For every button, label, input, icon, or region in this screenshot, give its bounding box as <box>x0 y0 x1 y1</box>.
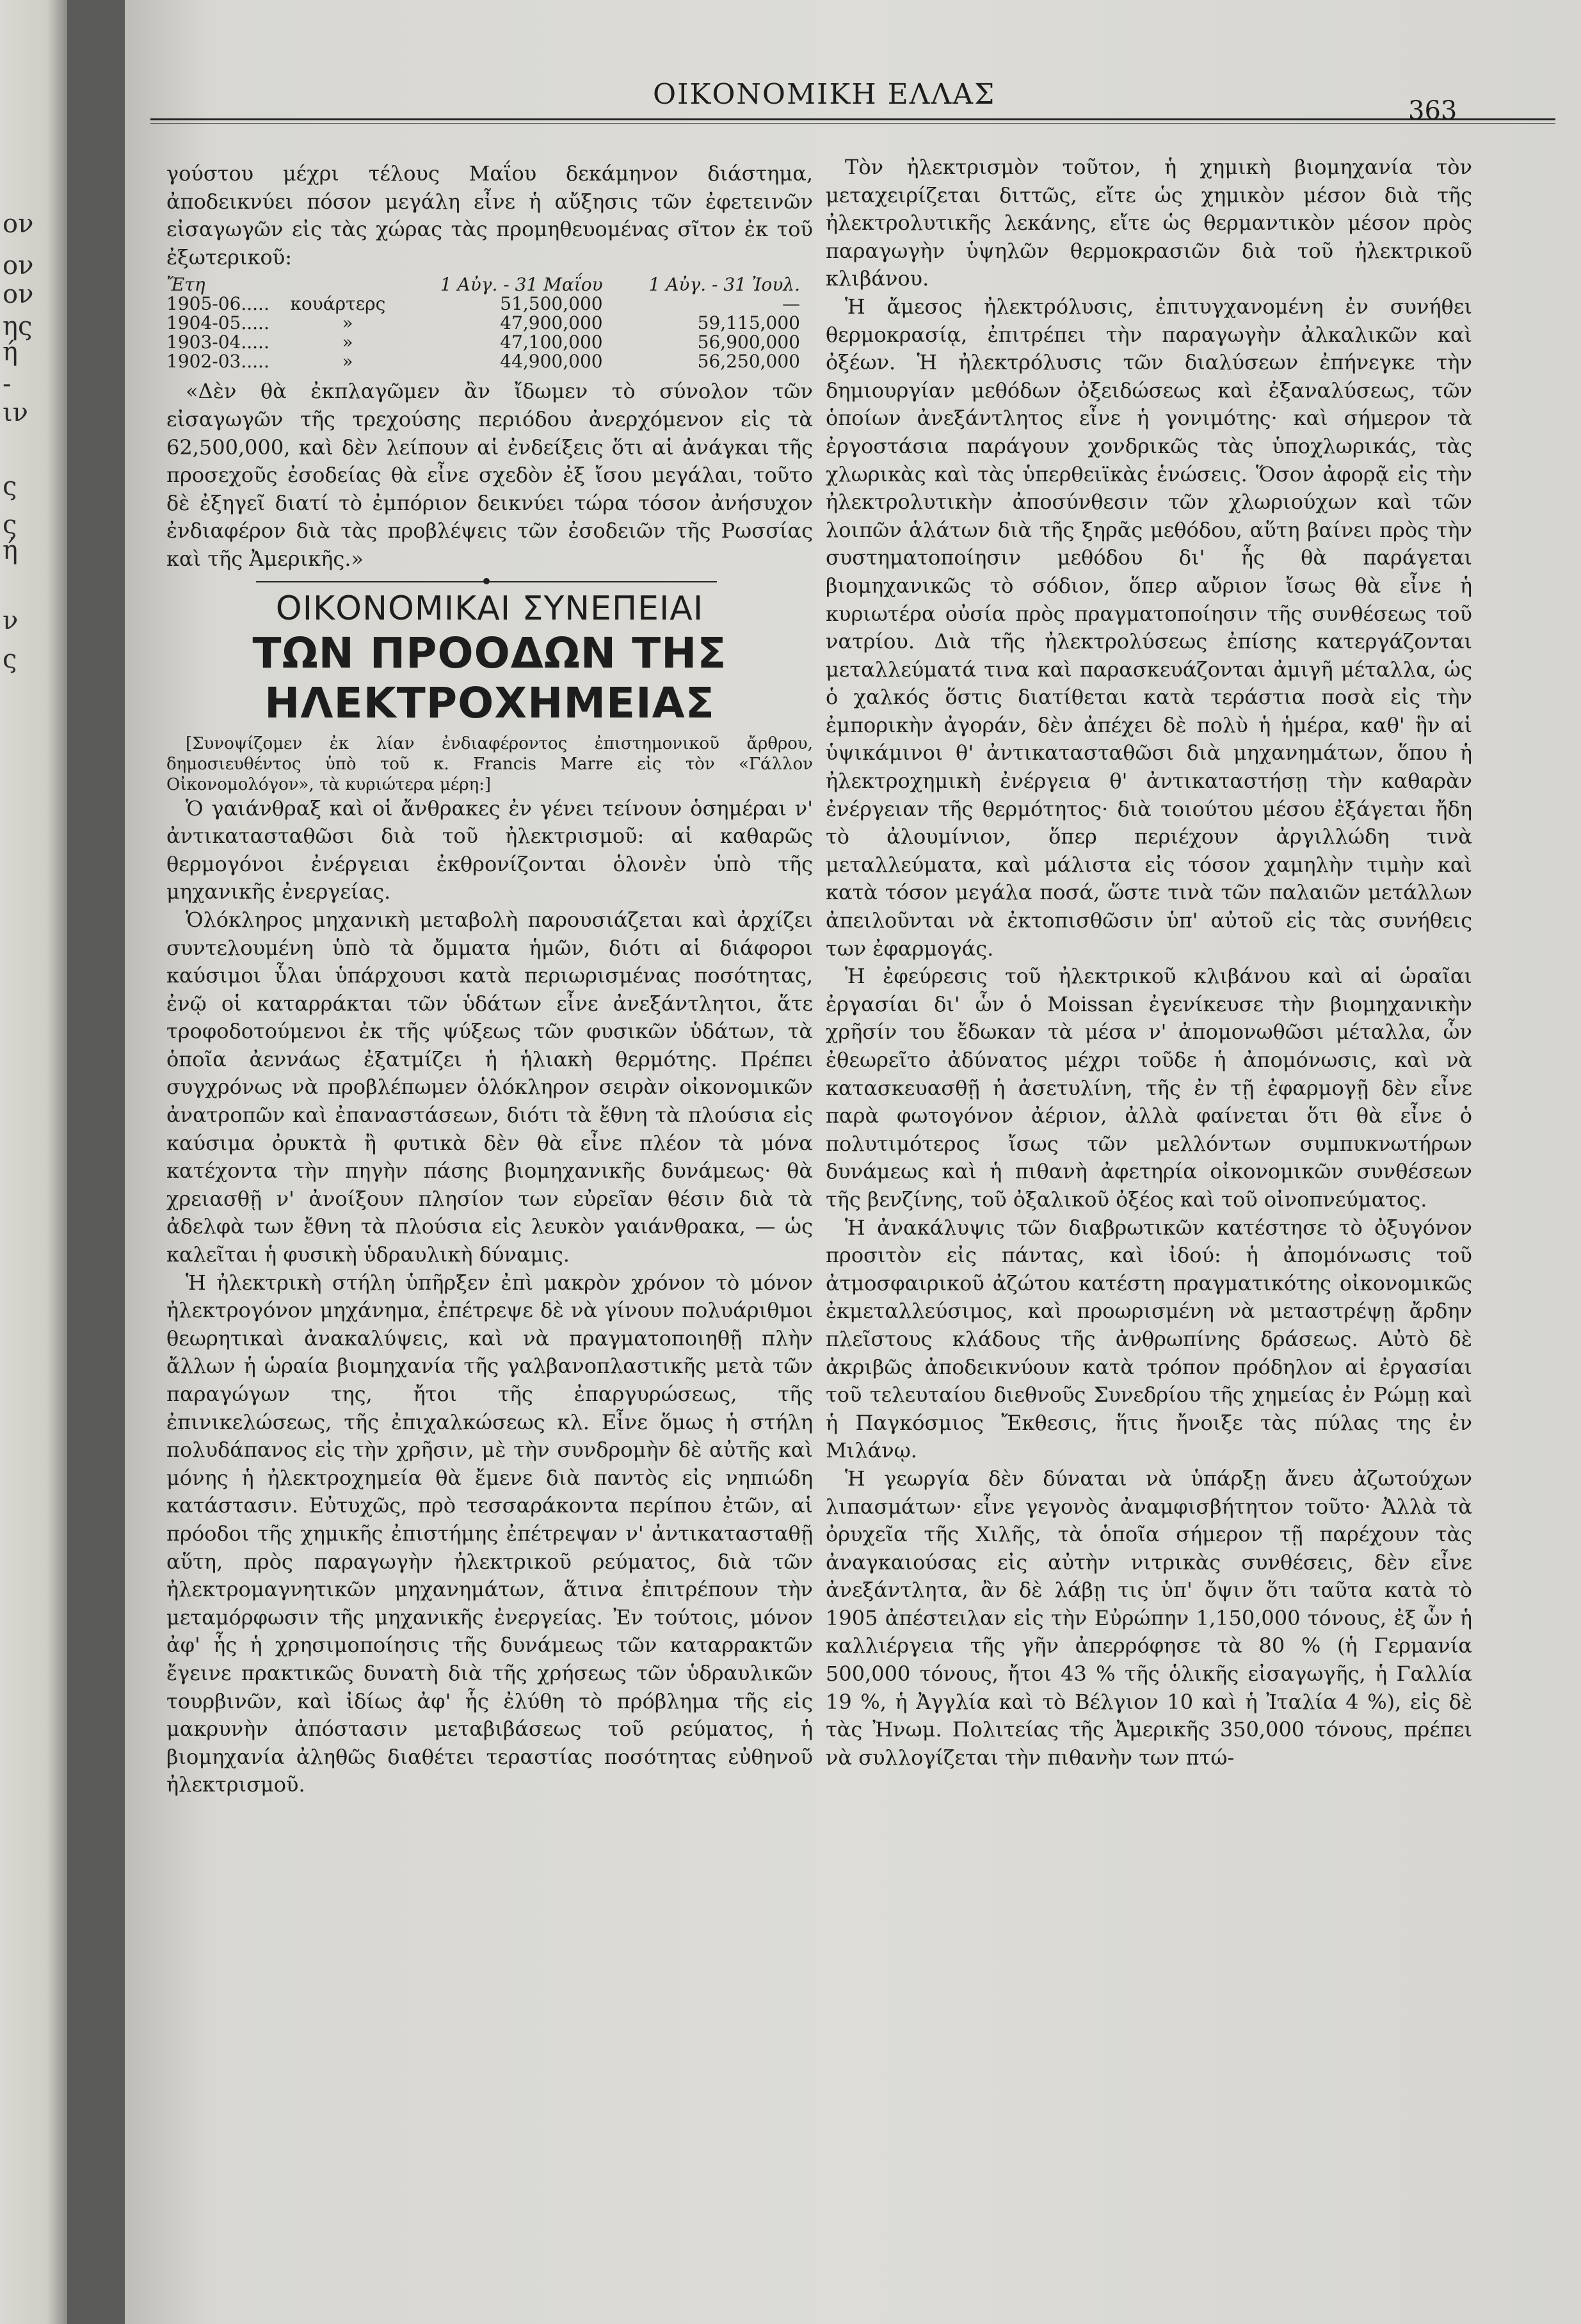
table-cell-year: 1904-05..... <box>166 312 269 334</box>
divider-ornament <box>483 578 490 584</box>
body-paragraph: Ἡ ἀνακάλυψις τῶν διαβρωτικῶν κατέστησε τὸ ὀξυγόνον προσιτὸν εἰς πάντας, καὶ ἰδού: ἡ ἀπομόνωσις τοῦ ἀτμοσφαιρικοῦ ἀζώτου κατέστη πραγματικότης οἰκονομικῶς ἐκμεταλλεύσιμος, καὶ προωρισμένη νὰ μεταστρέψῃ ἄρδην πλεῖστους κλάδους τῆς ἀνθρωπίνης δράσεως. Αὐτὸ δὲ ἀκριβῶς ἀποδεικνύουν κατὰ τρόπον πρόδηλον αἱ ἐργασίαι τοῦ τελευταίου διεθνοῦς Συνεδρίου τῆς χημείας ἐν Ρώμῃ καὶ ἡ Παγκόσμιος Ἔκθεσις, ἥτις ἤνοιξε τὰς πύλας της ἐν Μιλάνῳ. <box>826 1215 1472 1463</box>
table-cell-a: 51,500,000 <box>500 293 603 315</box>
margin-fragment: ν <box>3 606 19 636</box>
previous-page-edge <box>0 0 67 2324</box>
body-paragraph: Ἡ γεωργία δὲν δύναται νὰ ὑπάρξῃ ἄνευ ἀζωτούχων λιπασμάτων· εἶνε γεγονὸς ἀναμφισβήτητον τοῦτο· Ἀλλὰ τὰ ὀρυχεῖα τῆς Χιλῆς, τὰ ὁποῖα σήμερον τῇ παρέχουν τὰς ἀναγκαιούσας εἰς αὐτὴν νιτρικὰς συνθέσεις, δὲν εἶνε ἀνεξάντλητα, ἂν δὲ λάβῃ τις ὑπ' ὄψιν ὅτι ταῦτα κατὰ τὸ 1905 ἀπέστειλαν εἰς τὴν Εὐρώπην 1,150,000 τόνους, ἐξ ὧν ἡ καλλιέργεια τῆς γῆν ἀπερρόφησε τὰ 80 % (ἡ Γερμανία 500,000 τόνους, ἤτοι 43 % τῆς ὁλικῆς εἰσαγωγῆς, ἡ Γαλλία 19 %, ἡ Ἀγγλία καὶ τὸ Βέλγιον 10 καὶ ἡ Ἰταλία 4 %), εἰς δὲ τὰς Ἠνωμ. Πολιτείας τῆς Ἀμερικῆς 350,000 τόνους, πρέπει νὰ συλλογίζεται τὴν πιθανὴν των πτώ- <box>826 1466 1472 1770</box>
article-title-line-1: ΟΙΚΟΝΟΜΙΚΑΙ ΣΥΝΕΠΕΙΑΙ <box>275 589 704 628</box>
table-cell-a: 44,900,000 <box>500 351 603 373</box>
body-paragraph: Ἡ ἠλεκτρικὴ στήλη ὑπῆρξεν ἐπὶ μακρὸν χρόνον τὸ μόνον ἠλεκτρογόνον μηχάνημα, ἐπέτρεψε δὲ νὰ γίνουν πολυάριθμοι θεωρητικαὶ ἀνακαλύψεις, καὶ νὰ πραγματοποιηθῇ πλὴν ἄλλων ἡ ὡραία βιομηχανία τῆς γαλβανοπλαστικῆς μετὰ τῶν παραγώγων της, ἤτοι τῆς ἐπαργυρώσεως, τῆς ἐπινικελώσεως, τῆς ἐπιχαλκώσεως κλ. Εἶνε ὅμως ἡ στήλη πολυδάπανος εἰς τὴν χρῆσιν, μὲ τὴν συνδρομὴν δὲ αὐτῆς καὶ μόνης ἡ ἠλεκτροχημεία θὰ ἔμενε διὰ παντὸς εἰς νηπιώδη κατάστασιν. Εὐτυχῶς, πρὸ τεσσαράκοντα περίπου ἐτῶν, αἱ πρόοδοι τῆς χημικῆς ἐπιστήμης ἐπέτρεψαν ν' ἀντικατασταθῇ αὕτη, πρὸς παραγωγὴν ἠλεκτρικοῦ ρεύματος, διὰ τῶν ἠλεκτρομαγνητικῶν μηχανημάτων, ἅτινα ἐπιτρέπουν τὴν μεταμόρφωσιν τῆς μηχανικῆς ἐνεργείας. Ἐν τούτοις, μόνον ἀφ' ἧς ἡ χρησιμοποίησις τῆς δυνάμεως τῶν καταρρακτῶν ἔγεινε πρακτικῶς δυνατὴ διὰ τῆς χρήσεως τῶν ὑδραυλικῶν τουρβινῶν, καὶ ἰδίως ἀφ' ἧς ἐλύθη τὸ πρόβλημα τῆς εἰς μακρυνὴν ἀπόστασιν μεταβιβάσεως τοῦ ρεύματος, ἡ βιομηχανία ἀληθῶς διαθέτει τεραστίας ποσότητας εὐθηνοῦ ἠλεκτρισμοῦ. <box>166 1270 813 1797</box>
table-cell-b: 56,250,000 <box>697 351 800 373</box>
margin-fragment: - <box>3 369 12 399</box>
margin-fragment: ς <box>3 510 17 540</box>
table-row <box>166 314 813 333</box>
journal-page <box>125 0 1581 2324</box>
margin-fragment: ον <box>3 251 34 280</box>
table-cell-year: 1903-04..... <box>166 332 269 353</box>
table-row <box>166 294 813 314</box>
quote-paragraph: «Δὲν θὰ ἐκπλαγῶμεν ἂν ἴδωμεν τὸ σύνολον τῶν εἰσαγωγῶν τῆς τρεχούσης περιόδου ἀνερχόμενον εἰς τὰ 62,500,000, καὶ δὲν λείπουν αἱ ἐνδείξεις ὅτι αἱ ἀνάγκαι τῆς προσεχοῦς ἐσοδείας θὰ εἶνε σχεδὸν ἐξ ἴσου μεγάλαι, τοῦτο δὲ ἐξηγεῖ διατί τὸ ἐμπόριον δεικνύει τώρα τόσον ἀνήσυχον ἐνδιαφέρον διὰ τὰς προβλέψεις τῶν ἐσοδειῶν τῆς Ρωσσίας καὶ τῆς Ἀμερικῆς.» <box>166 379 813 571</box>
table-cell-unit: » <box>342 312 353 334</box>
editorial-note: [Συνοψίζομεν ἐκ λίαν ἐνδιαφέροντος ἐπιστημονικοῦ ἄρθρου, δημοσιευθέντος ὑπὸ τοῦ κ. Francis Marre εἰς τὸν «Γάλλον Οἰκονομολόγον», τὰ κυριώτερα μέρη:] <box>166 733 813 794</box>
margin-fragment: ς <box>3 472 17 501</box>
table-cell-year: 1905-06..... <box>166 293 269 315</box>
table-cell-year: 1902-03..... <box>166 351 269 373</box>
table-cell-b: — <box>782 293 800 315</box>
margin-fragment: ης <box>3 312 33 341</box>
table-cell-a: 47,100,000 <box>500 332 603 353</box>
table-header-row <box>166 275 813 294</box>
table-cell-unit: » <box>342 351 353 373</box>
header-rule <box>150 118 1555 124</box>
table-cell-unit: » <box>342 332 353 353</box>
intro-paragraph: γούστου μέχρι τέλους Μαΐου δεκάμηνον διάστημα, ἀποδεικνύει πόσον μεγάλη εἶνε ἡ αὔξησις τῶν ἐφετεινῶν εἰσαγωγῶν εἰς τὰς χώρας τὰς προμηθευομένας σῖτον ἐκ τοῦ ἐξωτερικοῦ: <box>166 161 813 269</box>
margin-fragment: ιν <box>3 398 28 428</box>
running-header-title: ΟΙΚΟΝΟΜΙΚΗ ΕΛΛΑΣ <box>653 78 996 111</box>
body-paragraph: Τὸν ἠλεκτρισμὸν τοῦτον, ἡ χημικὴ βιομηχανία τὸν μεταχειρίζεται διττῶς, εἴτε ὡς χημικὸν μέσον διὰ τῆς ἠλεκτρολυτικῆς λεκάνης, εἴτε ὡς θερμαντικὸν μέσον πρὸς παραγωγὴν ὑψηλῶν θερμοκρασιῶν διὰ τοῦ ἠλεκτρικοῦ κλιβάνου. <box>826 155 1472 291</box>
table-cell-b: 59,115,000 <box>697 312 800 334</box>
wheat-imports-table <box>166 275 813 371</box>
margin-fragment: ή <box>3 536 18 565</box>
table-row <box>166 352 813 371</box>
table-cell-b: 56,900,000 <box>697 332 800 353</box>
body-paragraph: Ὁλόκληρος μηχανικὴ μεταβολὴ παρουσιάζεται καὶ ἀρχίζει συντελουμένη ὑπὸ τὰ ὄμματα ἡμῶν, διότι αἱ διάφοροι καύσιμοι ὗλαι ὑπάρχουσι κατὰ περιωρισμένας ποσότητας, ἐνῷ οἱ καταρράκται τῶν ὑδάτων εἶνε ἀνεξάντλητοι, ἅτε τροφοδοτούμενοι ἐκ τῆς ψύξεως τῶν φυσικῶν ὑδάτων, τὰ ὁποῖα ἀεννάως ἐξατμίζει ἡ ἡλιακὴ θερμότης. Πρέπει συγχρόνως νὰ προβλέπωμεν ὁλόκληρον σειρὰν οἰκονομικῶν ἀνατροπῶν καὶ ἐπαναστάσεων, διότι τὰ ἔθνη τὰ πλούσια εἰς καύσιμα ὀρυκτὰ ἢ φυτικὰ δὲν θὰ εἶνε πλέον τὰ μόνα κατέχοντα τὴν πηγὴν πάσης βιομηχανικῆς δυνάμεως· θὰ χρειασθῇ ν' ἀνοίξουν πλησίον των εὐρεῖαν θέσιν διὰ τὰ ἀδελφὰ των ἔθνη τὰ πλούσια εἰς λευκὸν γαιάνθρακα, — ὡς καλεῖται ἡ φυσικὴ ὑδραυλικὴ δύναμις. <box>166 907 813 1267</box>
table-row <box>166 333 813 352</box>
right-column <box>826 154 1472 1772</box>
body-paragraph: Ἡ ἐφεύρεσις τοῦ ἠλεκτρικοῦ κλιβάνου καὶ αἱ ὡραῖαι ἐργασίαι δι' ὧν ὁ Moissan ἐγενίκευσε τὴν βιομηχανικὴν χρῆσίν του ἔδωκαν τὰ μέσα ν' ἀπομονωθῶσι μέταλλα, ὧν ἐθεωρεῖτο ἀδύνατος μέχρι τοῦδε ἡ ἀπομόνωσις, καὶ νὰ κατασκευασθῇ ἡ ἀσετυλίνη, τῆς ἐν τῇ ἐφαρμογῇ δὲν εἶνε παρὰ φωτογόνον ἀέριον, ἀλλὰ φαίνεται ὅτι θὰ εἶνε ὁ πολυτιμότερος ἴσως τῶν μελλόντων συμπυκνωτήρων δυνάμεως καὶ ἡ πιθανὴ ἀφετηρία οἰκονομικῶν συνθέσεων τῆς βενζίνης, τοῦ ὀξαλικοῦ ὀξέος καὶ τοῦ οἰνοπνεύματος. <box>826 964 1472 1212</box>
table-cell-unit: κουάρτερς <box>290 293 386 315</box>
body-paragraph: Ὁ γαιάνθραξ καὶ οἱ ἄνθρακες ἐν γένει τείνουν ὁσημέραι ν' ἀντικατασταθῶσι διὰ τοῦ ἠλεκτρισμοῦ: αἱ καθαρῶς θερμογόνοι ἐνέργειαι ἐκθρονίζονται ὁλονὲν ὑπὸ τῆς μηχανικῆς ἐνεργείας. <box>166 796 813 904</box>
table-header-years: Ἔτη <box>166 274 205 296</box>
margin-fragment: ον <box>3 209 34 239</box>
margin-fragment: ον <box>3 280 34 309</box>
article-title-line-2: ΤΩΝ ΠΡΟΟΔΩΝ ΤΗΣ ΗΛΕΚΤΡΟΧΗΜΕΙΑΣ <box>252 628 727 728</box>
page-number: 363 <box>1408 96 1457 125</box>
margin-fragment: ς <box>3 645 17 674</box>
margin-fragment: ή <box>3 337 18 367</box>
body-paragraph: Ἡ ἄμεσος ἠλεκτρόλυσις, ἐπιτυγχανομένη ἐν συνήθει θερμοκρασίᾳ, ἐπιτρέπει τὴν παραγωγὴν ἀλκαλικῶν καὶ ὀξέων. Ἡ ἠλεκτρόλυσις τῶν διαλύσεων ἐπήνεγκε τὴν δημιουργίαν μεθόδων ὀξειδώσεως καὶ ἐξαναλύσεως, τῶν ὁποίων ἀνεξάντλητος εἶνε ἡ γονιμότης· καὶ σήμερον τὰ ἐργοστάσια παράγουν χονδρικῶς τὰς ὑποχλωρικάς, τὰς χλωρικὰς καὶ τὰς ὑπερθειϊκὰς ἑνώσεις. Ὅσον ἀφορᾷ εἰς τὴν ἠλεκτρολυτικὴν ἀποσύνθεσιν τῶν χλωριούχων καὶ τῶν λοιπῶν ἁλάτων διὰ τῆς ξηρᾶς μεθόδου, αὕτη βαίνει πρὸς τὴν συστηματοποίησιν μεθόδου δι' ἧς θὰ παράγεται βιομηχανικῶς τὸ σόδιον, ὅπερ αὔριον ἴσως θὰ εἶνε ἡ κυριωτέρα οὐσία πρὸς πραγματοποίησιν τῆς συνθέσεως τοῦ νατρίου. Διὰ τῆς ἠλεκτρολύσεως ἐπίσης κατεργάζονται μεταλλεύματά τινα καὶ παρασκευάζονται ἀμιγῆ μέταλλα, ὡς ὁ χαλκός ὅστις διατίθεται κατὰ τεράστια ποσὰ εἰς τὴν ἐμπορικὴν ἀγοράν, δὲν ἀπέχει δὲ πολὺ ἡ ἡμέρα, καθ' ἣν αἱ ὑψικάμινοι θ' ἀντικατασταθῶσι διὰ μηχανημάτων, ὅπου ἡ ἠλεκτροχημικὴ ἐνέργεια θ' ἀντικαταστήσῃ τὴν καθαρὰν ἐνέργειαν τῆς θερμότητος· διὰ τοιούτου μέσου ἐξάγεται ἤδη τὸ ἀλουμίνιον, ὅπερ περιέχουν ἀργιλλώδη τινὰ μεταλλεύματα, καὶ μάλιστα εἰς τόσον χαμηλὴν τιμὴν καὶ κατὰ τόσον μεγάλα ποσά, ὥστε τινὰ τῶν παλαιῶν μετάλλων ἀπειλοῦνται νὰ ἐκτοπισθῶσιν ὑπ' αὐτοῦ εἰς τὰς συνήθεις των ἐφαρμογάς. <box>826 294 1472 961</box>
table-cell-a: 47,900,000 <box>500 312 603 334</box>
left-column <box>166 160 813 1799</box>
section-divider <box>256 581 717 582</box>
table-header-col-b: 1 Αὐγ. - 31 Ἰουλ. <box>648 274 800 296</box>
table-header-col-a: 1 Αὐγ. - 31 Μαΐου <box>440 274 603 296</box>
